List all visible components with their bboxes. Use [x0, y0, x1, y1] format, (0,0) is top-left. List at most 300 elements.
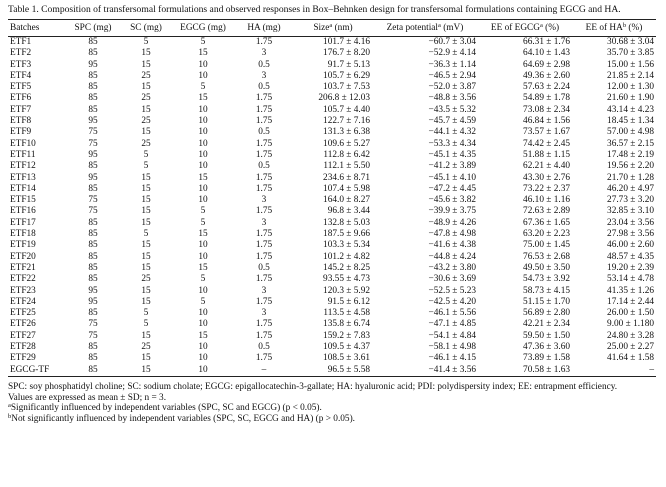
cell-sc: 15: [141, 296, 151, 307]
cell-spc: 75: [88, 319, 98, 330]
footnote-values: Values are expressed as mean ± SD; n = 3.: [8, 392, 167, 403]
cell-zeta: −43.5 ± 5.32: [428, 104, 476, 115]
cell-spc: 85: [88, 342, 98, 353]
table-row: [8, 252, 656, 263]
cell-batch: ETF24: [10, 296, 36, 307]
cell-batch: ETF16: [10, 206, 36, 217]
cell-zeta: −52.9 ± 4.14: [428, 48, 476, 59]
cell-ee-ha: 57.00 ± 4.98: [607, 127, 654, 138]
cell-zeta: −46.1 ± 4.15: [428, 353, 476, 364]
cell-ha: 1.75: [255, 183, 273, 194]
header-spc: SPC (mg): [66, 20, 120, 37]
cell-spc: 85: [88, 262, 98, 273]
cell-spc: 85: [88, 229, 98, 240]
cell-ee-ha: –: [572, 365, 656, 377]
cell-sc: 15: [141, 206, 151, 217]
cell-size: 96.5 ± 5.58: [294, 365, 372, 377]
table-row: [8, 195, 656, 206]
cell-spc: 85: [88, 274, 98, 285]
cell-ee-egcg: 73.08 ± 2.34: [523, 104, 570, 115]
cell-egcg: 10: [198, 104, 208, 115]
cell-egcg: 15: [198, 93, 208, 104]
table-row: [8, 342, 656, 353]
cell-batch: ETF9: [10, 127, 32, 138]
cell-size: 234.6 ± 8.71: [323, 172, 370, 183]
cell-egcg: 10: [198, 116, 208, 127]
cell-sc: 15: [141, 48, 151, 59]
cell-spc: 95: [88, 296, 98, 307]
cell-ha: 1.75: [255, 37, 273, 47]
cell-ee-ha: 41.64 ± 1.58: [607, 353, 654, 364]
cell-ee-ha: 32.85 ± 3.10: [607, 206, 654, 217]
cell-sc: 25: [141, 116, 151, 127]
table-row: [8, 82, 656, 93]
cell-sc: 15: [141, 59, 151, 70]
table-row: [8, 319, 656, 330]
table-row: [8, 184, 656, 195]
cell-egcg: 10: [198, 127, 208, 138]
cell-ha: 1.75: [255, 319, 273, 330]
footnote-b: $^b$Not significantly influenced by independent variables (SPC, SC, EGCG and HA) (p > 0.05).: [8, 412, 355, 424]
table-row: [8, 365, 656, 377]
cell-spc: 85: [88, 353, 98, 364]
table-row: [8, 139, 656, 150]
cell-spc: 85: [88, 70, 98, 81]
cell-batch: ETF5: [10, 82, 32, 93]
cell-zeta: −48.9 ± 4.26: [428, 217, 476, 228]
cell-batch: ETF3: [10, 59, 32, 70]
table-row: [8, 116, 656, 127]
cell-sc: 25: [141, 138, 151, 149]
cell-sc: 15: [120, 365, 172, 377]
cell-ee-ha: 21.85 ± 2.14: [607, 70, 654, 81]
cell-ha: 1.75: [255, 330, 273, 341]
cell-zeta: −41.6 ± 4.38: [428, 240, 476, 251]
table-row: [8, 263, 656, 274]
cell-ee-egcg: 42.21 ± 2.34: [523, 319, 570, 330]
cell-ha: 0.5: [258, 82, 270, 93]
cell-size: 107.4 ± 5.98: [323, 183, 370, 194]
cell-ha: 1.75: [255, 296, 273, 307]
cell-ee-egcg: 54.89 ± 1.78: [523, 93, 570, 104]
cell-size: 109.5 ± 4.37: [323, 342, 370, 353]
cell-ee-ha: 21.70 ± 1.28: [607, 172, 654, 183]
cell-zeta: −46.5 ± 2.94: [428, 70, 476, 81]
cell-ee-ha: 41.35 ± 1.26: [607, 285, 654, 296]
cell-ee-egcg: 59.50 ± 1.50: [523, 330, 570, 341]
cell-zeta: −48.8 ± 3.56: [428, 93, 476, 104]
cell-egcg: 15: [198, 262, 208, 273]
cell-ee-egcg: 63.20 ± 2.23: [523, 229, 570, 240]
cell-ha: 1.75: [255, 104, 273, 115]
table-row: [8, 150, 656, 161]
cell-size: 91.7 ± 5.13: [327, 59, 370, 70]
table-footnotes: [8, 382, 656, 424]
cell-egcg: 5: [200, 274, 206, 285]
table-row: [8, 173, 656, 184]
cell-egcg: 5: [200, 296, 206, 307]
cell-batch: ETF21: [10, 262, 36, 273]
cell-ha: 1.75: [255, 172, 273, 183]
table-header-row: [8, 20, 656, 37]
cell-spc: 85: [88, 37, 98, 47]
cell-ha: 1.75: [255, 206, 273, 217]
cell-sc: 15: [141, 172, 151, 183]
cell-ee-ha: 27.73 ± 3.20: [607, 195, 654, 206]
cell-size: 132.8 ± 5.03: [323, 217, 370, 228]
cell-ee-ha: 46.20 ± 4.97: [607, 183, 654, 194]
cell-spc: 85: [88, 217, 98, 228]
table-row: [8, 93, 656, 104]
cell-egcg: 10: [198, 285, 208, 296]
cell-size: 105.7 ± 6.29: [323, 70, 370, 81]
cell-sc: 15: [141, 104, 151, 115]
cell-sc: 25: [141, 274, 151, 285]
cell-ee-egcg: 64.10 ± 1.43: [523, 48, 570, 59]
table-row: [8, 308, 656, 319]
cell-ha: 0.5: [258, 262, 270, 273]
cell-ee-ha: 19.56 ± 2.20: [607, 161, 654, 172]
cell-sc: 25: [141, 93, 151, 104]
cell-batch: ETF18: [10, 229, 36, 240]
cell-size: 112.1 ± 5.50: [323, 161, 370, 172]
cell-size: 101.2 ± 4.82: [323, 251, 370, 262]
cell-ee-ha: 24.80 ± 3.28: [607, 330, 654, 341]
cell-ee-egcg: 73.57 ± 1.67: [523, 127, 570, 138]
cell-size: 122.7 ± 7.16: [323, 116, 370, 127]
cell-ee-ha: 18.45 ± 1.34: [607, 116, 654, 127]
cell-egcg: 15: [198, 172, 208, 183]
header-zeta: Zeta potential$^a$ (mV): [372, 20, 478, 37]
cell-spc: 75: [88, 138, 98, 149]
cell-size: 113.5 ± 4.58: [323, 308, 370, 319]
cell-ee-ha: 12.00 ± 1.30: [607, 82, 654, 93]
cell-sc: 25: [141, 342, 151, 353]
table-row: [8, 206, 656, 217]
cell-ha: 1.75: [255, 274, 273, 285]
cell-ha: 1.75: [255, 353, 273, 364]
cell-egcg: 15: [198, 229, 208, 240]
cell-spc: 85: [88, 308, 98, 319]
cell-ee-egcg: 64.69 ± 2.98: [523, 59, 570, 70]
cell-sc: 25: [141, 70, 151, 81]
cell-batch: ETF10: [10, 138, 36, 149]
cell-sc: 5: [143, 308, 149, 319]
cell-size: 176.7 ± 8.20: [323, 48, 370, 59]
cell-egcg: 10: [198, 251, 208, 262]
table-row: [8, 71, 656, 82]
cell-ee-ha: 25.00 ± 2.27: [607, 342, 654, 353]
header-batches: Batches: [8, 20, 66, 37]
header-egcg: EGCG (mg): [172, 20, 234, 37]
cell-zeta: −60.7 ± 3.04: [428, 37, 476, 47]
cell-zeta: −45.1 ± 4.10: [428, 172, 476, 183]
cell-spc: 95: [88, 116, 98, 127]
cell-ha: 0.5: [258, 127, 270, 138]
cell-sc: 5: [143, 149, 149, 160]
table-row: [8, 353, 656, 364]
table-body: [8, 37, 656, 377]
cell-zeta: −36.3 ± 1.14: [428, 59, 476, 70]
cell-egcg: 5: [200, 206, 206, 217]
footnote-abbreviations: SPC: soy phosphatidyl choline; SC: sodium cholate; EGCG: epigallocatechin-3-gallate; HA: hyaluronic acid; PDI: polydispersity index; EE: entrapment efficiency.: [8, 381, 618, 392]
table-row: [8, 229, 656, 240]
header-size: Size$^a$ (nm): [294, 20, 372, 37]
cell-size: 103.7 ± 7.53: [323, 82, 370, 93]
cell-egcg: 10: [198, 149, 208, 160]
header-sc: SC (mg): [120, 20, 172, 37]
cell-zeta: −52.0 ± 3.87: [428, 82, 476, 93]
cell-ha: 3: [261, 285, 267, 296]
cell-zeta: −47.2 ± 4.45: [428, 183, 476, 194]
cell-size: 105.7 ± 4.40: [323, 104, 370, 115]
cell-size: 187.5 ± 9.66: [323, 229, 370, 240]
cell-sc: 15: [141, 127, 151, 138]
cell-size: 91.5 ± 6.12: [327, 296, 370, 307]
table-row: [8, 127, 656, 138]
cell-batch: ETF22: [10, 274, 36, 285]
cell-ee-egcg: 47.36 ± 3.60: [523, 342, 570, 353]
cell-spc: 75: [88, 206, 98, 217]
cell-zeta: −45.6 ± 3.82: [428, 195, 476, 206]
cell-size: 159.2 ± 7.83: [323, 330, 370, 341]
cell-zeta: −30.6 ± 3.69: [428, 274, 476, 285]
cell-batch: ETF11: [10, 149, 36, 160]
cell-size: 120.3 ± 5.92: [323, 285, 370, 296]
table-row: [8, 48, 656, 59]
cell-spc: 95: [88, 285, 98, 296]
cell-size: 93.55 ± 4.73: [323, 274, 370, 285]
cell-spc: 75: [88, 127, 98, 138]
cell-egcg: 15: [198, 48, 208, 59]
cell-batch: ETF28: [10, 342, 36, 353]
cell-sc: 15: [141, 195, 151, 206]
cell-size: 101.7 ± 4.16: [323, 37, 370, 47]
cell-zeta: −47.1 ± 4.85: [428, 319, 476, 330]
cell-ee-egcg: 74.42 ± 2.45: [523, 138, 570, 149]
cell-ee-ha: 36.57 ± 2.15: [607, 138, 654, 149]
cell-ee-egcg: 70.58 ± 1.63: [478, 365, 572, 377]
cell-batch: ETF26: [10, 319, 36, 330]
cell-ha: 3: [261, 308, 267, 319]
cell-size: 109.6 ± 5.27: [323, 138, 370, 149]
cell-ee-ha: 46.00 ± 2.60: [607, 240, 654, 251]
cell-ee-egcg: 75.00 ± 1.45: [523, 240, 570, 251]
cell-ee-egcg: 73.89 ± 1.58: [523, 353, 570, 364]
cell-ee-egcg: 58.73 ± 4.15: [523, 285, 570, 296]
cell-spc: 85: [88, 82, 98, 93]
cell-egcg: 10: [198, 240, 208, 251]
cell-ee-egcg: 57.63 ± 2.24: [523, 82, 570, 93]
cell-egcg: 10: [198, 342, 208, 353]
table-row: [8, 218, 656, 229]
cell-ee-ha: 9.00 ± 1.180: [607, 319, 654, 330]
cell-sc: 15: [141, 251, 151, 262]
cell-egcg: 10: [198, 70, 208, 81]
cell-ee-ha: 17.48 ± 2.19: [607, 149, 654, 160]
table-row: [8, 331, 656, 342]
cell-ee-egcg: 54.73 ± 3.92: [523, 274, 570, 285]
cell-egcg: 15: [198, 330, 208, 341]
cell-batch: ETF19: [10, 240, 36, 251]
cell-egcg: 10: [198, 138, 208, 149]
cell-ee-egcg: 73.22 ± 2.37: [523, 183, 570, 194]
cell-size: 112.8 ± 6.42: [323, 149, 370, 160]
cell-zeta: −41.2 ± 3.89: [428, 161, 476, 172]
cell-zeta: −45.1 ± 4.35: [428, 149, 476, 160]
cell-spc: 75: [88, 330, 98, 341]
cell-ha: 3: [261, 48, 267, 59]
cell-ee-ha: 27.98 ± 3.56: [607, 229, 654, 240]
table-row: [8, 60, 656, 71]
cell-ee-egcg: 76.53 ± 2.68: [523, 251, 570, 262]
cell-sc: 15: [141, 240, 151, 251]
header-ha: HA (mg): [234, 20, 294, 37]
cell-batch: ETF6: [10, 93, 32, 104]
cell-ee-ha: 23.04 ± 3.56: [607, 217, 654, 228]
cell-ee-egcg: 66.31 ± 1.76: [523, 37, 570, 47]
cell-ha: 0.5: [258, 342, 270, 353]
cell-egcg: 10: [198, 353, 208, 364]
cell-egcg: 10: [198, 161, 208, 172]
cell-spc: 95: [88, 149, 98, 160]
cell-batch: ETF25: [10, 308, 36, 319]
cell-batch: ETF12: [10, 161, 36, 172]
cell-sc: 5: [143, 319, 149, 330]
cell-ee-ha: 35.70 ± 3.85: [607, 48, 654, 59]
cell-spc: 85: [88, 251, 98, 262]
cell-ee-ha: 19.20 ± 2.39: [607, 262, 654, 273]
table-caption: Table 1. Composition of transfersomal formulations and observed responses in Box–Behnken design for transfersomal formulations containing EGCG and HA.: [8, 4, 621, 15]
cell-egcg: 10: [198, 308, 208, 319]
cell-spc: 85: [88, 48, 98, 59]
cell-sc: 15: [141, 353, 151, 364]
cell-zeta: −43.2 ± 3.80: [428, 262, 476, 273]
cell-ee-egcg: 67.36 ± 1.65: [523, 217, 570, 228]
cell-egcg: 10: [198, 59, 208, 70]
cell-sc: 5: [143, 229, 149, 240]
cell-ha: 3: [261, 217, 267, 228]
cell-ee-ha: 21.60 ± 1.90: [607, 93, 654, 104]
cell-sc: 15: [141, 285, 151, 296]
cell-batch: ETF4: [10, 70, 32, 81]
cell-zeta: −44.1 ± 4.32: [428, 127, 476, 138]
cell-egcg: 5: [200, 217, 206, 228]
cell-batch: ETF8: [10, 116, 32, 127]
cell-egcg: 5: [200, 82, 206, 93]
cell-egcg: 10: [198, 319, 208, 330]
cell-ee-ha: 15.00 ± 1.56: [607, 59, 654, 70]
cell-batch: ETF23: [10, 285, 36, 296]
cell-batch: ETF7: [10, 104, 32, 115]
cell-batch: ETF29: [10, 353, 36, 364]
cell-ee-egcg: 51.15 ± 1.70: [523, 296, 570, 307]
cell-ee-egcg: 72.63 ± 2.89: [523, 206, 570, 217]
cell-egcg: 10: [172, 365, 234, 377]
cell-spc: 75: [88, 195, 98, 206]
cell-size: 145.2 ± 8.25: [323, 262, 370, 273]
cell-sc: 15: [141, 262, 151, 273]
cell-zeta: −44.8 ± 4.24: [428, 251, 476, 262]
cell-ha: 1.75: [255, 240, 273, 251]
cell-ee-egcg: 43.30 ± 2.76: [523, 172, 570, 183]
cell-ee-egcg: 56.89 ± 2.80: [523, 308, 570, 319]
cell-zeta: −42.5 ± 4.20: [428, 296, 476, 307]
cell-egcg: 10: [198, 183, 208, 194]
cell-spc: 85: [88, 104, 98, 115]
cell-batch: ETF15: [10, 195, 36, 206]
table-row: [8, 240, 656, 251]
table-row: [8, 37, 656, 49]
cell-ha: 1.75: [255, 229, 273, 240]
cell-batch: ETF17: [10, 217, 36, 228]
cell-size: 131.3 ± 6.38: [323, 127, 370, 138]
cell-sc: 15: [141, 183, 151, 194]
cell-ee-egcg: 46.10 ± 1.16: [523, 195, 570, 206]
cell-batch: ETF1: [10, 37, 32, 47]
cell-batch: ETF2: [10, 48, 32, 59]
cell-ha: 1.75: [255, 116, 273, 127]
cell-batch: ETF27: [10, 330, 36, 341]
cell-spc: 85: [88, 161, 98, 172]
cell-ee-ha: 30.68 ± 3.04: [607, 37, 654, 47]
cell-zeta: −45.7 ± 4.59: [428, 116, 476, 127]
cell-zeta: −46.1 ± 5.56: [428, 308, 476, 319]
cell-sc: 15: [141, 82, 151, 93]
cell-ee-egcg: 49.36 ± 2.60: [523, 70, 570, 81]
cell-ha: 1.75: [255, 138, 273, 149]
cell-sc: 15: [141, 217, 151, 228]
cell-spc: 85: [66, 365, 120, 377]
cell-batch: ETF20: [10, 251, 36, 262]
formulation-table: [8, 19, 656, 377]
cell-zeta: −39.9 ± 3.75: [428, 206, 476, 217]
cell-egcg: 5: [200, 37, 206, 47]
header-ee-egcg: EE of EGCG$^a$ (%): [478, 20, 572, 37]
cell-batch: EGCG-TF: [8, 365, 66, 377]
cell-spc: 85: [88, 183, 98, 194]
cell-egcg: 10: [198, 195, 208, 206]
cell-sc: 5: [143, 161, 149, 172]
cell-ee-ha: 48.57 ± 4.35: [607, 251, 654, 262]
cell-size: 108.5 ± 3.61: [323, 353, 370, 364]
cell-ha: 0.5: [258, 161, 270, 172]
cell-ee-ha: 17.14 ± 2.44: [607, 296, 654, 307]
footnote-a: $^a$Significantly influenced by independent variables (SPC, SC and EGCG) (p < 0.05).: [8, 402, 322, 414]
cell-ee-egcg: 49.50 ± 3.50: [523, 262, 570, 273]
cell-batch: ETF14: [10, 183, 36, 194]
cell-spc: 95: [88, 172, 98, 183]
cell-zeta: −52.5 ± 5.23: [428, 285, 476, 296]
table-row: [8, 297, 656, 308]
table-row: [8, 161, 656, 172]
table-row: [8, 286, 656, 297]
cell-size: 135.8 ± 6.74: [323, 319, 370, 330]
cell-ha: 3: [261, 70, 267, 81]
cell-sc: 15: [141, 330, 151, 341]
cell-spc: 95: [88, 59, 98, 70]
cell-zeta: −54.1 ± 4.84: [428, 330, 476, 341]
cell-size: 103.3 ± 5.34: [323, 240, 370, 251]
cell-size: 206.8 ± 12.03: [318, 93, 370, 104]
cell-sc: 5: [143, 37, 149, 47]
cell-ee-ha: 43.14 ± 4.23: [607, 104, 654, 115]
cell-ha: 3: [261, 195, 267, 206]
cell-ee-egcg: 51.88 ± 1.15: [523, 149, 570, 160]
cell-ha: –: [234, 365, 294, 377]
cell-ha: 0.5: [258, 59, 270, 70]
cell-batch: ETF13: [10, 172, 36, 183]
